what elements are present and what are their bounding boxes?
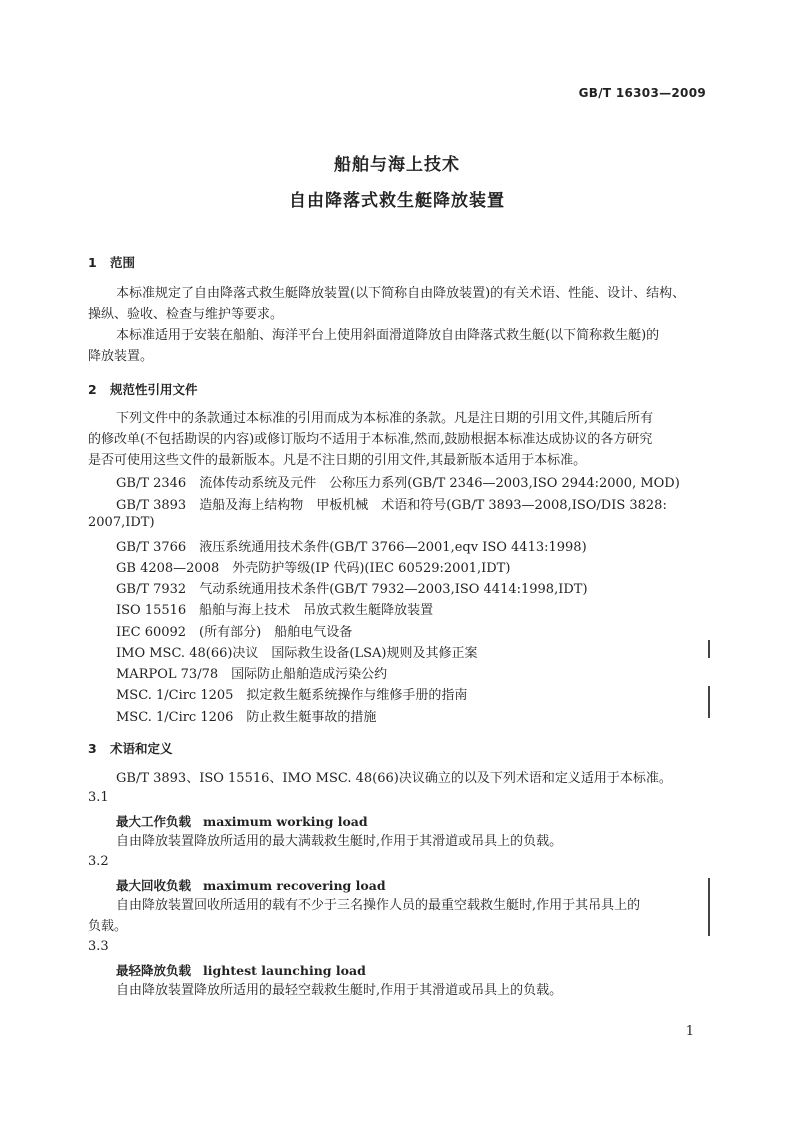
document-title-line1: 船舶与海上技术 xyxy=(334,155,460,175)
reference-item: ISO 15516 船舶与海上技术 吊放式救生艇降放装置 xyxy=(116,603,434,618)
reference-item: GB/T 2346 流体传动系统及元件 公称压力系列(GB/T 2346—2003,ISO 2944:2000, MOD) xyxy=(116,476,680,491)
term-zh: 最大回收负载 xyxy=(116,878,192,893)
term-heading xyxy=(116,961,366,979)
reference-item-continuation: 2007,IDT) xyxy=(88,515,155,530)
reference-item: MARPOL 73/78 国际防止船舶造成污染公约 xyxy=(116,667,388,682)
section-1-para2-line2: 降放装置。 xyxy=(88,349,154,364)
term-zh: 最轻降放负载 xyxy=(116,963,192,978)
reference-item: MSC. 1/Circ 1206 防止救生艇事故的措施 xyxy=(116,710,377,725)
term-number: 3.1 xyxy=(88,790,109,805)
section-number: 3 xyxy=(88,741,97,756)
term-definition: 自由降放装置降放所适用的最大满载救生艇时,作用于其滑道或吊具上的负载。 xyxy=(116,834,563,849)
term-heading xyxy=(116,812,368,830)
term-definition-line2: 负载。 xyxy=(88,919,128,934)
revision-bar xyxy=(708,878,710,936)
section-number: 1 xyxy=(88,255,97,270)
term-definition: 自由降放装置降放所适用的最轻空载救生艇时,作用于其滑道或吊具上的负载。 xyxy=(116,983,563,998)
reference-item: IEC 60092 (所有部分) 船舶电气设备 xyxy=(116,625,353,640)
document-title-line2: 自由降落式救生艇降放装置 xyxy=(289,191,505,211)
reference-item: IMO MSC. 48(66)决议 国际救生设备(LSA)规则及其修正案 xyxy=(116,646,478,661)
reference-item: MSC. 1/Circ 1205 拟定救生艇系统操作与维修手册的指南 xyxy=(116,688,468,703)
reference-item: GB/T 7932 气动系统通用技术条件(GB/T 7932—2003,ISO 4414:1998,IDT) xyxy=(116,582,588,597)
section-2-heading xyxy=(88,380,198,398)
term-number: 3.2 xyxy=(88,854,109,869)
term-en: maximum working load xyxy=(203,814,368,829)
section-1-heading xyxy=(88,253,135,271)
term-en: lightest launching load xyxy=(203,963,366,978)
section-number: 2 xyxy=(88,382,97,397)
reference-item: GB/T 3893 造船及海上结构物 甲板机械 术语和符号(GB/T 3893—2008,ISO/DIS 3828: xyxy=(116,498,667,513)
section-2-intro-line2: 的修改单(不包括勘误的内容)或修订版均不适用于本标准,然而,鼓励根据本标准达成协议的各方研究 xyxy=(88,432,653,447)
term-number: 3.3 xyxy=(88,939,109,954)
term-definition-line1: 自由降放装置回收所适用的载有不少于三名操作人员的最重空载救生艇时,作用于其吊具上的 xyxy=(116,898,641,913)
section-3-heading xyxy=(88,739,173,757)
section-title: 规范性引用文件 xyxy=(110,382,198,397)
reference-item: GB 4208—2008 外壳防护等级(IP 代码)(IEC 60529:2001,IDT) xyxy=(116,561,511,576)
section-2-intro-line3: 是否可使用这些文件的最新版本。凡是不注日期的引用文件,其最新版本适用于本标准。 xyxy=(88,453,587,468)
section-2-intro-line1: 下列文件中的条款通过本标准的引用而成为本标准的条款。凡是注日期的引用文件,其随后所有 xyxy=(116,411,654,426)
revision-bar xyxy=(708,686,710,718)
page-number: 1 xyxy=(685,1024,694,1039)
section-1-para1-line1: 本标准规定了自由降落式救生艇降放装置(以下简称自由降放装置)的有关术语、性能、设计、结构、 xyxy=(116,286,686,301)
section-title: 范围 xyxy=(110,255,136,270)
section-3-intro: GB/T 3893、ISO 15516、IMO MSC. 48(66)决议确立的以及下列术语和定义适用于本标准。 xyxy=(116,771,672,786)
section-title: 术语和定义 xyxy=(110,741,173,756)
reference-item: GB/T 3766 液压系统通用技术条件(GB/T 3766—2001,eqv ISO 4413:1998) xyxy=(116,540,587,555)
section-1-para2-line1: 本标准适用于安装在船舶、海洋平台上使用斜面滑道降放自由降落式救生艇(以下简称救生艇)的 xyxy=(116,328,660,343)
section-1-para1-line2: 操纵、验收、检查与维护等要求。 xyxy=(88,307,284,322)
term-heading xyxy=(116,876,386,894)
revision-bar xyxy=(708,640,710,658)
term-zh: 最大工作负载 xyxy=(116,814,192,829)
term-en: maximum recovering load xyxy=(203,878,386,893)
standard-number: GB/T 16303—2009 xyxy=(578,86,706,100)
